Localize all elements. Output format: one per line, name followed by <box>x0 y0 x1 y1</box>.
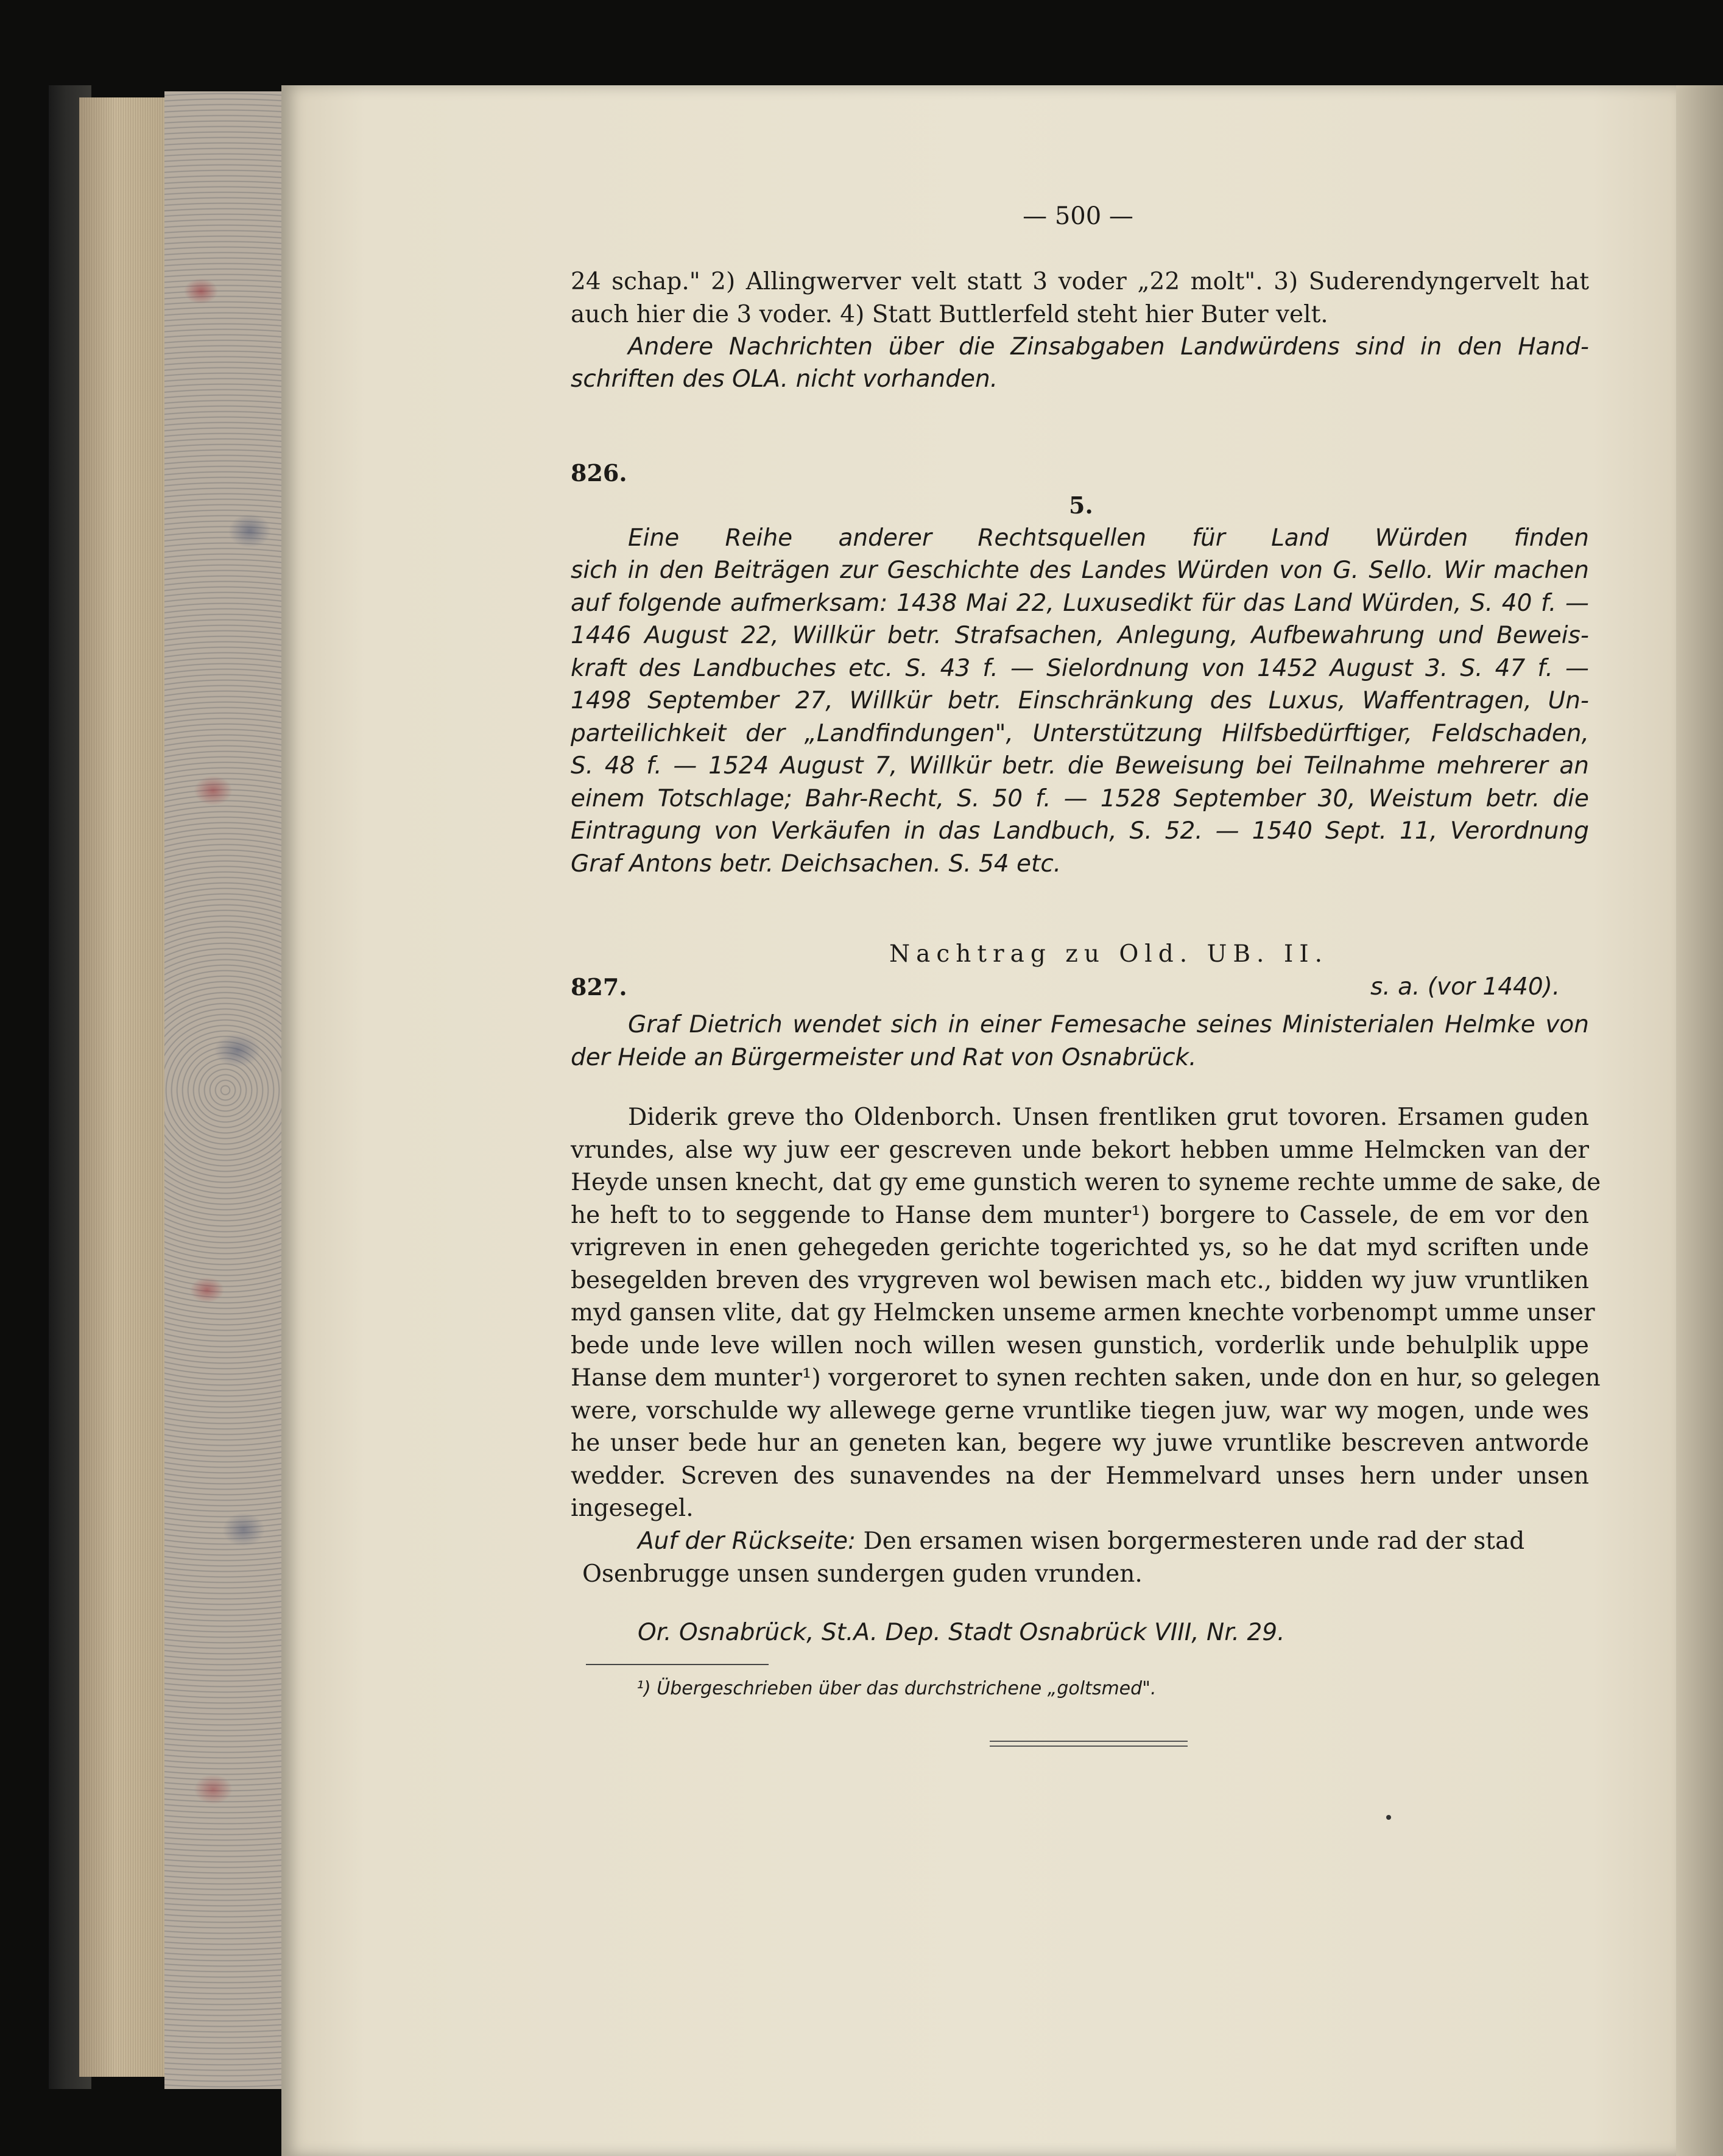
letter-line: Hanse dem munter¹) vorgeroret to synen rechten saken, unde don en hur, so gelegen <box>571 1364 1601 1392</box>
entry-826-line: auf folgende aufmerksam: 1438 Mai 22, Luxusedikt für das Land Würden, S. 40 f. — <box>571 590 1589 617</box>
page-block-edges <box>79 97 171 2077</box>
entry-826-line: 1498 September 27, Willkür betr. Einschränkung des Luxus, Waffentragen, Un- <box>571 687 1589 714</box>
ink-spot <box>1386 1815 1391 1820</box>
top-line-3: Andere Nachrichten über die Zinsabgaben Landwürdens sind in den Hand- <box>628 333 1589 361</box>
end-rule-bottom <box>990 1746 1188 1747</box>
top-line-2: auch hier die 3 voder. 4) Statt Buttlerfeld steht hier Buter velt. <box>571 301 1328 328</box>
source-reference: Or. Osnabrück, St.A. Dep. Stadt Osnabrück VIII, Nr. 29. <box>638 1619 1285 1646</box>
end-rule-top <box>990 1741 1188 1742</box>
letter-line: Diderik greve tho Oldenborch. Unsen frentliken grut tovoren. Ersamen guden <box>628 1104 1589 1131</box>
letter-line: myd gansen vlite, dat gy Helmcken unseme armen knechte vorbenompt umme unser <box>571 1299 1595 1326</box>
letter-line: he unser bede hur an geneten kan, begere wy juwe vruntlike bescreven antworde <box>571 1429 1589 1457</box>
letter-line: besegelden breven des vrygreven wol bewisen mach etc., bidden wy juw vruntliken <box>571 1267 1589 1294</box>
letter-line: bede unde leve willen noch willen wesen gunstich, vorderlik unde behulplik uppe <box>571 1332 1589 1359</box>
entry-826-line: parteilichkeit der „Landfindungen", Unterstützung Hilfsbedürftiger, Feldschaden, <box>571 720 1589 747</box>
nachtrag-heading: Nachtrag zu Old. UB. II. <box>889 940 1329 968</box>
page-right-edge <box>1676 85 1723 2156</box>
regest-line: der Heide an Bürgermeister und Rat von Osnabrück. <box>571 1044 1197 1071</box>
entry-826-line: einem Totschlage; Bahr-Recht, S. 50 f. — 1528 September 30, Weistum betr. die <box>571 785 1589 812</box>
marbled-fore-edge <box>164 91 286 2089</box>
page-number: — 500 — <box>1023 202 1133 230</box>
entry-826-line: Eintragung von Verkäufen in das Landbuch, S. 52. — 1540 Sept. 11, Verordnung <box>571 817 1589 845</box>
footnote: ¹) Übergeschrieben über das durchstrichene „goltsmed". <box>636 1678 1157 1699</box>
section-number-5: 5. <box>1069 491 1093 519</box>
regest-line: Graf Dietrich wendet sich in einer Femesache seines Ministerialen Helmke von <box>628 1011 1589 1038</box>
letter-line: were, vorschulde wy allewege gerne vruntlike tiegen juw, war wy mogen, unde wes <box>571 1397 1589 1425</box>
entry-826-line: Graf Antons betr. Deichsachen. S. 54 etc. <box>571 850 1062 878</box>
entry-827-date: s. a. (vor 1440). <box>1370 973 1560 1001</box>
entry-826-line: sich in den Beiträgen zur Geschichte des Landes Würden von G. Sello. Wir machen <box>571 557 1589 584</box>
footnote-divider <box>586 1664 769 1665</box>
entry-826-number: 826. <box>571 459 627 487</box>
letter-line: wedder. Screven des sunavendes na der Hemmelvard unses hern under unsen <box>571 1462 1589 1490</box>
letter-line: vrundes, alse wy juw eer gescreven unde bekort hebben umme Helmcken van der <box>571 1136 1589 1164</box>
dorse-text: Den ersamen wisen borgermesteren unde rad der stad <box>863 1527 1525 1555</box>
top-line-1: 24 schap." 2) Allingwerver velt statt 3 voder „22 molt". 3) Suderendyngervelt hat <box>571 268 1589 295</box>
letter-line: vrigreven in enen gehegeden gerichte togerichted ys, so he dat myd scriften unde <box>571 1234 1589 1261</box>
entry-826-line: Eine Reihe anderer Rechtsquellen für Land Würden finden <box>628 524 1589 552</box>
letter-line: he heft to to seggende to Hanse dem munter¹) borgere to Cassele, de em vor den <box>571 1202 1589 1229</box>
top-line-4: schriften des OLA. nicht vorhanden. <box>571 365 998 393</box>
letter-line: Heyde unsen knecht, dat gy eme gunstich weren to syneme rechte umme de sake, de <box>571 1169 1601 1196</box>
entry-826-line: 1446 August 22, Willkür betr. Strafsachen, Anlegung, Aufbewahrung und Beweis- <box>571 622 1589 649</box>
entry-826-line: kraft des Landbuches etc. S. 43 f. — Sielordnung von 1452 August 3. S. 47 f. — <box>571 655 1589 682</box>
dorse-label: Auf der Rückseite: <box>638 1527 856 1555</box>
dorse-line-2: Osenbrugge unsen sundergen guden vrunden. <box>582 1560 1143 1588</box>
entry-826-line: S. 48 f. — 1524 August 7, Willkür betr. die Beweisung bei Teilnahme mehrerer an <box>571 752 1589 780</box>
dorse-line-1 <box>638 1525 1524 1558</box>
entry-827-number: 827. <box>571 973 627 1001</box>
letter-line: ingesegel. <box>571 1495 694 1522</box>
